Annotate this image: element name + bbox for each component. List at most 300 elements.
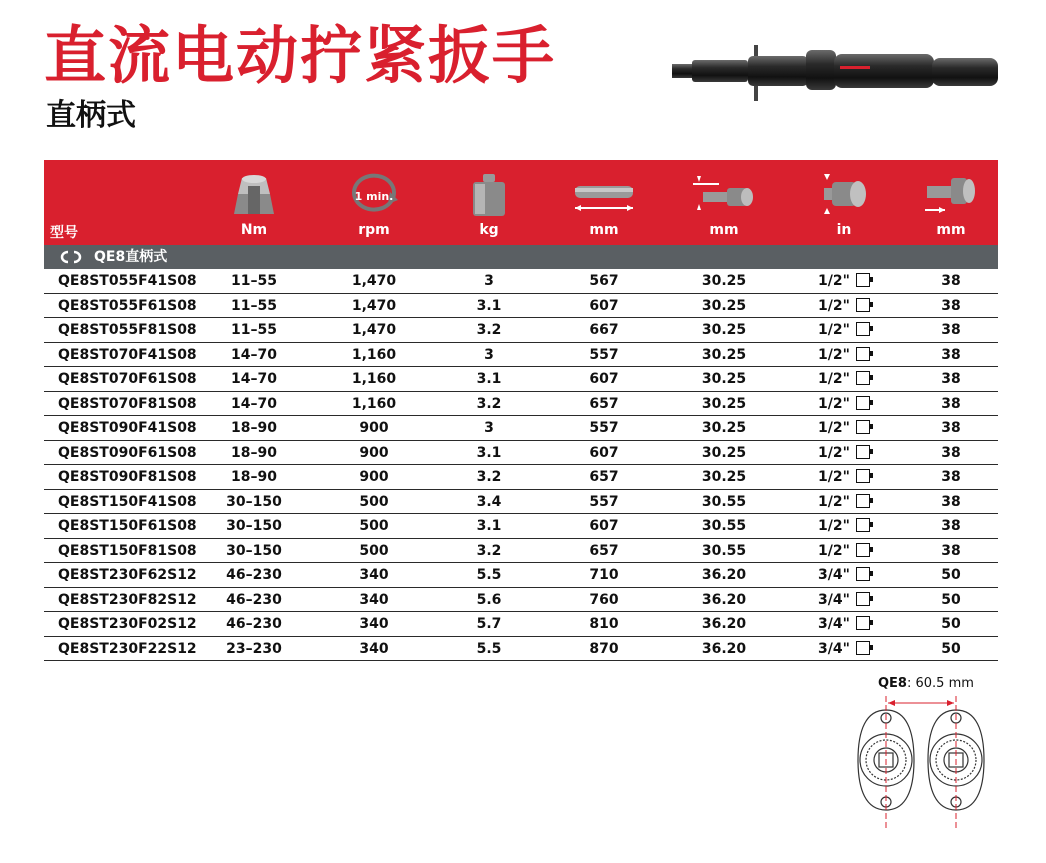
cell-drive: [784, 539, 904, 563]
center-value: 30.25: [701, 469, 747, 485]
cell-torque: [194, 637, 314, 661]
length-value: 710: [589, 567, 619, 583]
table-row: [44, 343, 998, 368]
cell-socket: [904, 588, 998, 612]
group-label: QE8直柄式: [94, 249, 168, 265]
cell-center: [664, 367, 784, 391]
length-value: 667: [589, 322, 619, 338]
cell-speed: [314, 343, 434, 367]
cell-drive: [784, 441, 904, 465]
cell-length: [544, 392, 664, 416]
drive-value: 1/2": [818, 322, 850, 338]
cell-socket: [904, 563, 998, 587]
center-value: 30.55: [701, 518, 747, 534]
header-drive: in: [784, 160, 904, 245]
cell-length: [544, 367, 664, 391]
cell-center: [664, 343, 784, 367]
square-drive-icon: [856, 543, 870, 557]
cell-model: [44, 416, 197, 440]
cell-model: [44, 465, 197, 489]
torque-value: 23–230: [226, 640, 282, 657]
dimension-label: QE8: 60.5 mm: [878, 676, 974, 691]
speed-value: 500: [359, 542, 389, 559]
socket-value: 38: [941, 518, 961, 534]
table-row: [44, 465, 998, 490]
cell-length: [544, 563, 664, 587]
page-subtitle: 直柄式: [46, 98, 136, 133]
drive-value: 3/4": [818, 616, 850, 632]
page-title: 直流电动拧紧扳手: [44, 19, 557, 92]
tool-length-icon: [569, 170, 639, 218]
drive-value: 3/4": [818, 567, 850, 583]
length-value: 870: [589, 640, 619, 657]
spindle-offset-icon: [689, 170, 759, 218]
weight-value: 3.2: [476, 395, 502, 412]
cell-model: [44, 441, 197, 465]
cell-drive: [784, 612, 904, 636]
cell-weight: [434, 367, 544, 391]
cell-torque: [194, 441, 314, 465]
speed-value: 1,470: [351, 273, 397, 289]
weight-value: 3.2: [476, 322, 502, 338]
torque-value: 46–230: [226, 567, 282, 583]
header-socket: mm: [904, 160, 998, 245]
cell-drive: [784, 294, 904, 318]
speed-value: 900: [359, 420, 389, 436]
cell-speed: [314, 269, 434, 293]
model-value: QE8ST070F81S08: [58, 395, 197, 412]
model-value: QE8ST090F61S08: [58, 444, 197, 461]
header-speed: 1 min. rpm: [314, 160, 434, 245]
drive-value: 1/2": [818, 420, 850, 436]
cell-model: [44, 637, 197, 661]
center-value: 30.25: [701, 420, 747, 436]
cell-drive: [784, 343, 904, 367]
socket-value: 38: [941, 273, 961, 289]
weight-value: 3.1: [476, 371, 502, 387]
weight-value: 3.1: [476, 444, 502, 461]
square-drive-icon: [856, 347, 870, 361]
drive-value: 1/2": [818, 371, 850, 387]
cell-weight: [434, 465, 544, 489]
torque-value: 18–90: [231, 444, 277, 461]
rotation-icon-text: 1 min.: [354, 190, 394, 203]
center-value: 30.25: [701, 273, 747, 289]
weight-value: 5.5: [476, 640, 502, 657]
weight-value: 3: [484, 420, 494, 436]
qe-logo-icon: [56, 249, 86, 265]
cell-weight: [434, 612, 544, 636]
square-drive-icon: [816, 170, 872, 218]
cell-weight: [434, 294, 544, 318]
cell-drive: [784, 269, 904, 293]
cell-length: [544, 514, 664, 538]
cell-model: [44, 392, 197, 416]
cell-speed: [314, 392, 434, 416]
drive-value: 3/4": [818, 640, 850, 657]
cell-drive: [784, 490, 904, 514]
cell-center: [664, 514, 784, 538]
cell-weight: [434, 269, 544, 293]
cell-weight: [434, 563, 544, 587]
square-drive-icon: [856, 322, 870, 336]
cell-socket: [904, 539, 998, 563]
cell-length: [544, 588, 664, 612]
cell-length: [544, 637, 664, 661]
cell-length: [544, 294, 664, 318]
socket-value: 38: [941, 542, 961, 559]
cell-drive: [784, 465, 904, 489]
cell-model: [44, 343, 197, 367]
cell-torque: [194, 490, 314, 514]
cell-drive: [784, 416, 904, 440]
model-value: QE8ST055F61S08: [58, 297, 197, 314]
cell-speed: [314, 588, 434, 612]
speed-value: 340: [359, 567, 389, 583]
torque-value: 18–90: [231, 469, 277, 485]
cell-torque: [194, 612, 314, 636]
cell-center: [664, 294, 784, 318]
cell-center: [664, 318, 784, 342]
drive-value: 3/4": [818, 591, 850, 608]
center-value: 30.25: [701, 371, 747, 387]
drive-value: 1/2": [818, 493, 850, 510]
drive-value: 1/2": [818, 518, 850, 534]
cell-weight: [434, 514, 544, 538]
cell-torque: [194, 539, 314, 563]
square-drive-icon: [856, 616, 870, 630]
socket-value: 50: [941, 640, 961, 657]
model-value: QE8ST150F41S08: [58, 493, 197, 510]
cell-weight: [434, 490, 544, 514]
model-value: QE8ST230F22S12: [58, 640, 197, 657]
speed-value: 340: [359, 591, 389, 608]
center-value: 30.55: [701, 493, 747, 510]
center-value: 30.55: [701, 542, 747, 559]
cell-center: [664, 637, 784, 661]
cell-drive: [784, 637, 904, 661]
cell-speed: [314, 441, 434, 465]
cell-model: [44, 612, 197, 636]
speed-value: 1,160: [351, 346, 397, 363]
torque-value: 14–70: [231, 346, 277, 363]
cell-speed: [314, 539, 434, 563]
length-value: 607: [589, 297, 619, 314]
socket-value: 38: [941, 493, 961, 510]
length-value: 557: [589, 420, 619, 436]
cell-torque: [194, 318, 314, 342]
cell-weight: [434, 539, 544, 563]
group-header-qe8: [44, 245, 998, 269]
table-row: [44, 588, 998, 613]
cell-weight: [434, 416, 544, 440]
cell-weight: [434, 318, 544, 342]
table-row: [44, 490, 998, 515]
model-value: QE8ST070F41S08: [58, 346, 197, 363]
column-header-band: [44, 160, 998, 245]
socket-value: 50: [941, 567, 961, 583]
cell-speed: [314, 490, 434, 514]
socket-value: 38: [941, 322, 961, 338]
socket-value: 38: [941, 346, 961, 363]
nut-icon: [226, 170, 282, 218]
socket-value: 38: [941, 444, 961, 461]
cell-socket: [904, 441, 998, 465]
socket-value: 38: [941, 371, 961, 387]
cell-speed: [314, 294, 434, 318]
speed-value: 500: [359, 518, 389, 534]
cell-drive: [784, 392, 904, 416]
speed-value: 500: [359, 493, 389, 510]
model-value: QE8ST150F61S08: [58, 518, 197, 534]
speed-value: 340: [359, 616, 389, 632]
weight-value: 3.2: [476, 542, 502, 559]
torque-value: 14–70: [231, 395, 277, 412]
cell-socket: [904, 318, 998, 342]
square-drive-icon: [856, 445, 870, 459]
cell-drive: [784, 563, 904, 587]
table-row: [44, 416, 998, 441]
cell-length: [544, 612, 664, 636]
square-drive-icon: [856, 371, 870, 385]
cell-center: [664, 588, 784, 612]
speed-value: 1,470: [351, 297, 397, 314]
cell-speed: [314, 465, 434, 489]
table-row: [44, 294, 998, 319]
socket-value: 50: [941, 591, 961, 608]
cell-socket: [904, 416, 998, 440]
socket-value: 38: [941, 297, 961, 314]
table-row: [44, 514, 998, 539]
weight-value: 3: [484, 273, 494, 289]
torque-value: 46–230: [226, 616, 282, 632]
cell-speed: [314, 416, 434, 440]
cell-drive: [784, 318, 904, 342]
length-value: 657: [589, 395, 619, 412]
length-value: 567: [589, 273, 619, 289]
center-value: 30.25: [701, 346, 747, 363]
table-row: [44, 441, 998, 466]
cell-socket: [904, 514, 998, 538]
cell-socket: [904, 343, 998, 367]
cell-drive: [784, 588, 904, 612]
torque-value: 18–90: [231, 420, 277, 436]
cell-socket: [904, 392, 998, 416]
cell-weight: [434, 441, 544, 465]
cell-weight: [434, 392, 544, 416]
drive-value: 1/2": [818, 346, 850, 363]
cell-torque: [194, 343, 314, 367]
length-value: 607: [589, 444, 619, 461]
length-value: 557: [589, 493, 619, 510]
drive-value: 1/2": [818, 469, 850, 485]
table-row: [44, 269, 998, 294]
socket-value: 50: [941, 616, 961, 632]
socket-value: 38: [941, 420, 961, 436]
cell-speed: [314, 514, 434, 538]
cell-torque: [194, 514, 314, 538]
cell-center: [664, 539, 784, 563]
cell-model: [44, 490, 197, 514]
length-value: 607: [589, 371, 619, 387]
cell-weight: [434, 343, 544, 367]
cell-socket: [904, 490, 998, 514]
torque-value: 11–55: [231, 297, 277, 314]
cell-model: [44, 588, 197, 612]
drive-value: 1/2": [818, 444, 850, 461]
speed-value: 900: [359, 444, 389, 461]
socket-value: 38: [941, 395, 961, 412]
rotation-1min-icon: [342, 170, 406, 218]
length-value: 760: [589, 591, 619, 608]
drive-value: 1/2": [818, 273, 850, 289]
cell-center: [664, 392, 784, 416]
cell-center: [664, 465, 784, 489]
cell-torque: [194, 465, 314, 489]
model-value: QE8ST150F81S08: [58, 542, 197, 559]
center-value: 36.20: [701, 640, 747, 657]
cell-center: [664, 416, 784, 440]
weight-value: 3.1: [476, 297, 502, 314]
cell-length: [544, 490, 664, 514]
mounting-flange-diagram: [852, 694, 1002, 829]
model-value: QE8ST055F41S08: [58, 273, 197, 289]
cell-socket: [904, 637, 998, 661]
cell-speed: [314, 367, 434, 391]
torque-value: 30–150: [226, 493, 282, 510]
length-value: 810: [589, 616, 619, 632]
socket-depth-icon: [923, 170, 979, 218]
model-value: QE8ST055F81S08: [58, 322, 197, 338]
cell-model: [44, 318, 197, 342]
weight-icon: [461, 170, 517, 218]
length-value: 657: [589, 542, 619, 559]
header-torque: Nm: [194, 160, 314, 245]
square-drive-icon: [856, 273, 870, 287]
torque-value: 46–230: [226, 591, 282, 608]
cell-center: [664, 612, 784, 636]
table-row: [44, 637, 998, 662]
cell-socket: [904, 612, 998, 636]
cell-drive: [784, 514, 904, 538]
weight-value: 3.4: [476, 493, 502, 510]
cell-length: [544, 343, 664, 367]
cell-weight: [434, 588, 544, 612]
torque-value: 11–55: [231, 322, 277, 338]
speed-value: 1,470: [351, 322, 397, 338]
cell-length: [544, 318, 664, 342]
square-drive-icon: [856, 469, 870, 483]
cell-torque: [194, 367, 314, 391]
model-value: QE8ST230F82S12: [58, 591, 197, 608]
cell-length: [544, 416, 664, 440]
torque-value: 11–55: [231, 273, 277, 289]
model-value: QE8ST230F02S12: [58, 616, 197, 632]
speed-value: 340: [359, 640, 389, 657]
table-row: [44, 318, 998, 343]
torque-value: 30–150: [226, 518, 282, 534]
length-value: 557: [589, 346, 619, 363]
socket-value: 38: [941, 469, 961, 485]
center-value: 30.25: [701, 322, 747, 338]
drive-value: 1/2": [818, 297, 850, 314]
cell-center: [664, 490, 784, 514]
cell-length: [544, 465, 664, 489]
length-value: 657: [589, 469, 619, 485]
center-value: 36.20: [701, 591, 747, 608]
model-value: QE8ST070F61S08: [58, 371, 197, 387]
torque-value: 30–150: [226, 542, 282, 559]
header-center: mm: [664, 160, 784, 245]
cell-weight: [434, 637, 544, 661]
table-row: [44, 612, 998, 637]
nutrunner-product-image: [670, 40, 1000, 110]
torque-value: 14–70: [231, 371, 277, 387]
square-drive-icon: [856, 420, 870, 434]
square-drive-icon: [856, 592, 870, 606]
square-drive-icon: [856, 396, 870, 410]
cell-speed: [314, 612, 434, 636]
center-value: 30.25: [701, 444, 747, 461]
cell-length: [544, 539, 664, 563]
weight-value: 5.5: [476, 567, 502, 583]
cell-center: [664, 563, 784, 587]
speed-value: 1,160: [351, 371, 397, 387]
cell-socket: [904, 294, 998, 318]
speed-value: 900: [359, 469, 389, 485]
square-drive-icon: [856, 298, 870, 312]
drive-value: 1/2": [818, 542, 850, 559]
cell-speed: [314, 318, 434, 342]
spec-table: [44, 269, 998, 661]
square-drive-icon: [856, 641, 870, 655]
center-value: 36.20: [701, 567, 747, 583]
cell-center: [664, 269, 784, 293]
dimension-model: QE8: [878, 676, 907, 691]
center-value: 30.25: [701, 297, 747, 314]
speed-value: 1,160: [351, 395, 397, 412]
table-row: [44, 563, 998, 588]
model-value: QE8ST230F62S12: [58, 567, 197, 583]
weight-value: 5.7: [476, 616, 502, 632]
header-length: mm: [544, 160, 664, 245]
center-value: 30.25: [701, 395, 747, 412]
cell-model: [44, 367, 197, 391]
dimension-value: 60.5 mm: [915, 676, 974, 691]
cell-model: [44, 294, 197, 318]
header-weight: kg: [434, 160, 544, 245]
cell-socket: [904, 465, 998, 489]
square-drive-icon: [856, 567, 870, 581]
cell-torque: [194, 588, 314, 612]
cell-speed: [314, 563, 434, 587]
model-value: QE8ST090F81S08: [58, 469, 197, 485]
cell-speed: [314, 637, 434, 661]
length-value: 607: [589, 518, 619, 534]
cell-model: [44, 539, 197, 563]
cell-torque: [194, 392, 314, 416]
weight-value: 3.2: [476, 469, 502, 485]
cell-model: [44, 563, 197, 587]
cell-model: [44, 514, 197, 538]
cell-torque: [194, 416, 314, 440]
model-value: QE8ST090F41S08: [58, 420, 197, 436]
cell-drive: [784, 367, 904, 391]
cell-length: [544, 269, 664, 293]
cell-torque: [194, 294, 314, 318]
table-row: [44, 392, 998, 417]
table-row: [44, 539, 998, 564]
